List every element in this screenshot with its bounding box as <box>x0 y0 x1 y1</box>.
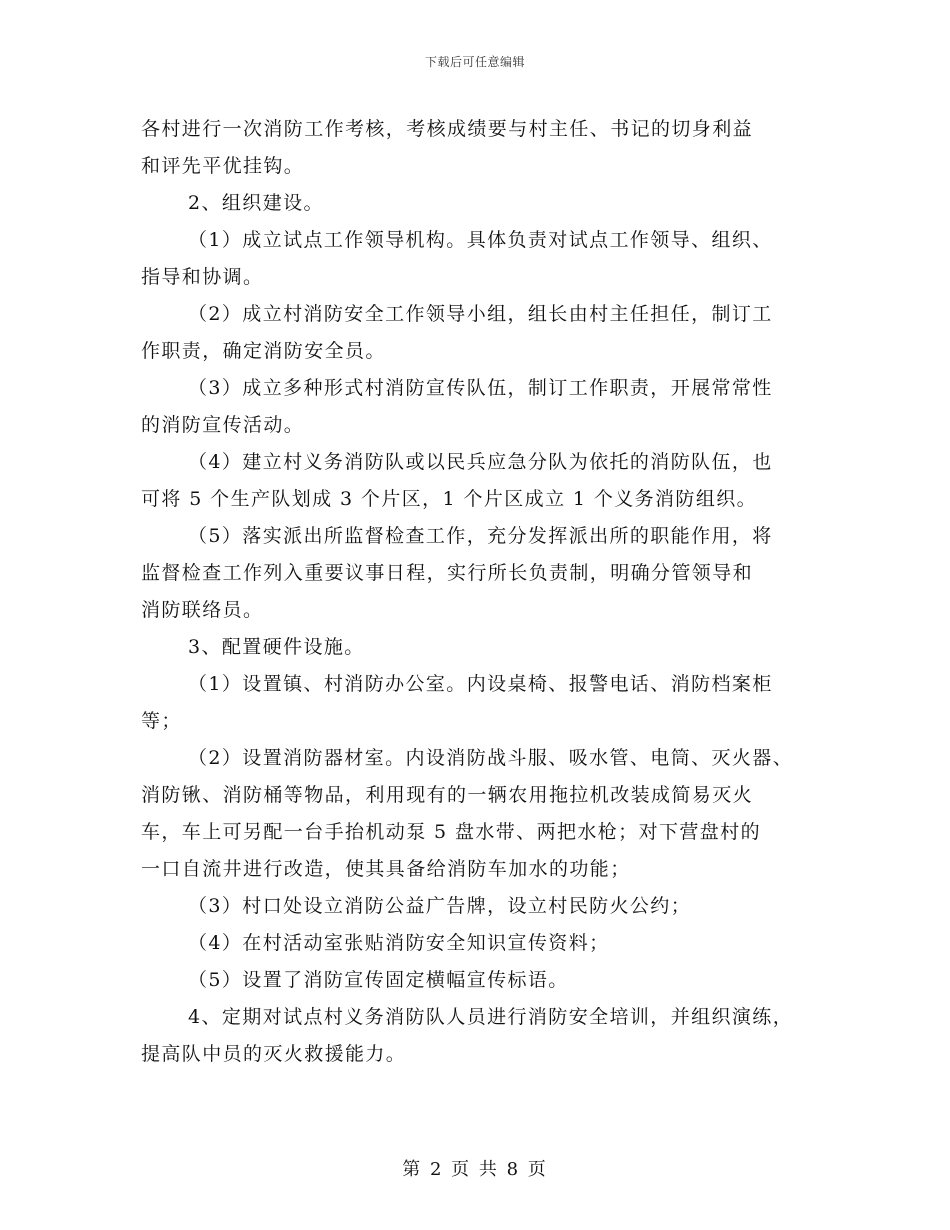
document-body <box>141 111 831 1073</box>
page-header: 下载后可任意编辑 <box>424 55 525 69</box>
text-line: （4）在村活动室张贴消防安全知识宣传资料； <box>188 932 610 954</box>
text-line: 一口自流井进行改造，使其具备给消防车加水的功能； <box>141 858 631 880</box>
text-line: 可将 5 个生产队划成 3 个片区，1 个片区成立 1 个义务消防组织。 <box>141 488 758 510</box>
text-line: （4）建立村义务消防队或以民兵应急分队为依托的消防队伍，也 <box>188 451 773 473</box>
text-line: 消防联络员。 <box>141 599 264 621</box>
text-line: （5）设置了消防宣传固定横幅宣传标语。 <box>188 969 569 991</box>
section-heading: 3、配置硬件设施。 <box>188 636 365 658</box>
text-line: （1）成立试点工作领导机构。具体负责对试点工作领导、组织、 <box>188 229 773 251</box>
text-line: 监督检查工作列入重要议事日程，实行所长负责制，明确分管领导和 <box>141 562 754 584</box>
page-footer: 第 2 页 共 8 页 <box>402 1159 548 1180</box>
text-line: 等； <box>141 710 182 732</box>
text-line: 车，车上可另配一台手抬机动泵 5 盘水带、两把水枪；对下营盘村的 <box>141 821 761 843</box>
text-line: 提高队中员的灭火救援能力。 <box>141 1043 407 1065</box>
text-line: （2）成立村消防安全工作领导小组，组长由村主任担任，制订工 <box>188 303 773 325</box>
text-line: （5）落实派出所监督检查工作，充分发挥派出所的职能作用，将 <box>188 525 773 547</box>
text-line: （2）设置消防器材室。内设消防战斗服、吸水管、电筒、灭火器、 <box>188 747 794 769</box>
text-line: 作职责，确定消防安全员。 <box>141 340 386 362</box>
section-heading: 4、定期对试点村义务消防队人员进行消防安全培训，并组织演练， <box>188 1006 794 1028</box>
text-line: （3）村口处设立消防公益广告牌，设立村民防火公约； <box>188 895 692 917</box>
text-line: 和评先平优挂钩。 <box>141 155 305 177</box>
section-heading: 2、组织建设。 <box>188 192 324 214</box>
text-line: 各村进行一次消防工作考核，考核成绩要与村主任、书记的切身利益 <box>141 118 754 140</box>
text-line: 消防锹、消防桶等物品，利用现有的一辆农用拖拉机改装成简易灭火 <box>141 784 754 806</box>
text-line: （1）设置镇、村消防办公室。内设桌椅、报警电话、消防档案柜 <box>188 673 773 695</box>
text-line: 指导和协调。 <box>141 266 264 288</box>
text-line: （3）成立多种形式村消防宣传队伍，制订工作职责，开展常常性 <box>188 377 773 399</box>
text-line: 的消防宣传活动。 <box>141 414 305 436</box>
